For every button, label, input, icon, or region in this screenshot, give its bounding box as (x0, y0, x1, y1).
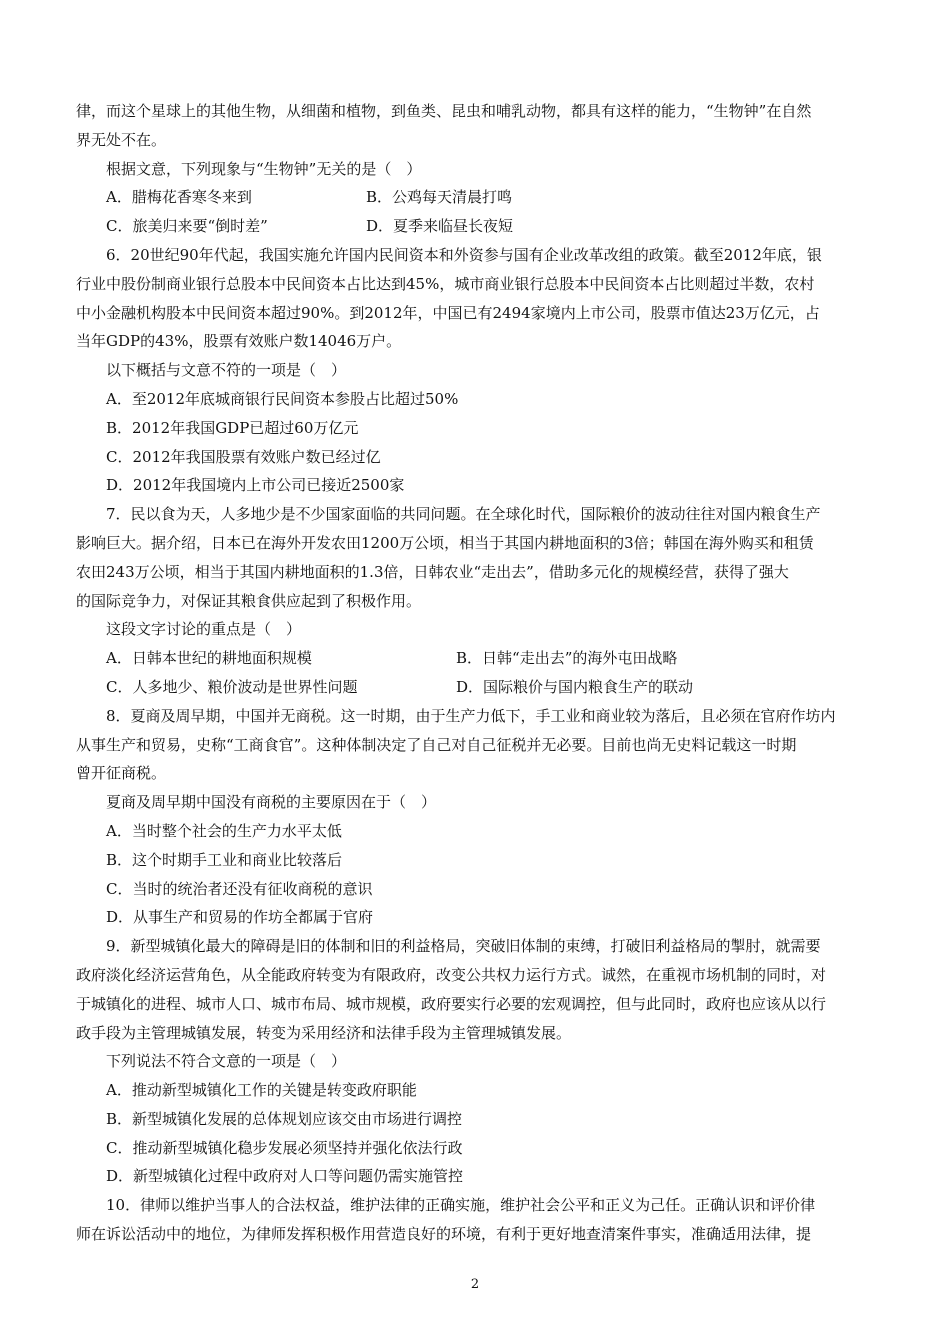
q7-option-a: A．日韩本世纪的耕地面积规模 (106, 649, 312, 668)
q8-option-d: D．从事生产和贸易的作坊全都属于官府 (106, 908, 374, 927)
q9-option-b: B．新型城镇化发展的总体规划应该交由市场进行调控 (106, 1109, 463, 1128)
q8-line: 8．夏商及周早期，中国并无商税。这一时期，由于生产力低下，手工业和商业较为落后，且必须在官府作坊内 (106, 706, 836, 725)
q9-line: 9．新型城镇化最大的障碍是旧的体制和旧的利益格局，突破旧体制的束缚，打破旧利益格局的掣肘，就需要 (106, 937, 821, 956)
q6-line: 6．20世纪90年代起，我国实施允许国内民间资本和外资参与国有企业改革改组的政策。截至2012年底，银 (106, 245, 822, 264)
q7-question: 这段文字讨论的重点是（ ） (106, 620, 302, 639)
q5-question: 根据文意，下列现象与“生物钟”无关的是（ ） (106, 159, 422, 178)
q5-options-row-2 (76, 212, 878, 241)
q6-option-a: A．至2012年底城商银行民间资本参股占比超过50% (106, 389, 459, 408)
q8-line: 从事生产和贸易，史称“工商食官”。这种体制决定了自己对自己征税并无必要。目前也尚无史料记载这一时期 (76, 735, 797, 754)
q10-line: 10．律师以维护当事人的合法权益，维护法律的正确实施，维护社会公平和正义为己任。正确认识和评价律 (106, 1196, 816, 1215)
q8-option-c: C．当时的统治者还没有征收商税的意识 (106, 879, 373, 898)
q7-option-b: B．日韩“走出去”的海外屯田战略 (456, 649, 678, 668)
q8-option-b: B．这个时期手工业和商业比较落后 (106, 850, 343, 869)
q8-line: 曾开征商税。 (76, 764, 167, 783)
q6-line: 中小金融机构股本中民间资本超过90%。到2012年，中国已有2494家境内上市公司，股票市值达23万亿元，占 (76, 303, 820, 322)
q6-question: 以下概括与文意不符的一项是（ ） (106, 361, 347, 380)
q5-option-d: D．夏季来临昼长夜短 (366, 217, 514, 236)
q7-options-row-1 (76, 644, 878, 673)
q5-option-a: A．腊梅花香寒冬来到 (106, 188, 252, 207)
document-page (76, 97, 878, 1249)
q7-line: 的国际竞争力，对保证其粮食供应起到了积极作用。 (76, 591, 422, 610)
q9-option-c: C．推动新型城镇化稳步发展必须坚持并强化依法行政 (106, 1138, 463, 1157)
q7-line: 农田243万公顷，相当于其国内耕地面积的1.3倍，日韩农业“走出去”，借助多元化的规模经营，获得了强大 (76, 562, 789, 581)
intro-line: 律，而这个星球上的其他生物，从细菌和植物，到鱼类、昆虫和哺乳动物，都具有这样的能力，“生物钟”在自然 (76, 102, 812, 120)
q6-option-c: C．2012年我国股票有效账户数已经过亿 (106, 447, 381, 466)
q5-option-c: C．旅美归来要“倒时差” (106, 217, 268, 236)
q9-line: 政府淡化经济运营角色，从全能政府转变为有限政府，改变公共权力运行方式。诚然，在重视市场机制的同时，对 (76, 965, 827, 984)
q6-line: 行业中股份制商业银行总股本中民间资本占比达到45%，城市商业银行总股本中民间资本占比则超过半数，农村 (76, 274, 815, 293)
intro-line: 界无处不在。 (76, 130, 167, 149)
q6-option-d: D．2012年我国境内上市公司已接近2500家 (106, 476, 405, 495)
q6-line: 当年GDP的43%，股票有效账户数14046万户。 (76, 332, 402, 351)
q7-line: 7．民以食为天，人多地少是不少国家面临的共同问题。在全球化时代，国际粮价的波动往往对国内粮食生产 (106, 505, 821, 524)
page-number: 2 (470, 1277, 480, 1292)
q7-line: 影响巨大。据介绍，日本已在海外开发农田1200万公顷，相当于其国内耕地面积的3倍；韩国在海外购买和租赁 (76, 533, 814, 552)
q9-question: 下列说法不符合文意的一项是（ ） (106, 1052, 347, 1071)
q7-option-d: D．国际粮价与国内粮食生产的联动 (456, 677, 694, 696)
q10-line: 师在诉讼活动中的地位，为律师发挥积极作用营造良好的环境，有利于更好地查清案件事实，准确适用法律，提 (76, 1225, 812, 1244)
q9-line: 政手段为主管理城镇发展，转变为采用经济和法律手段为主管理城镇发展。 (76, 1023, 572, 1042)
q9-option-d: D．新型城镇化过程中政府对人口等问题仍需实施管控 (106, 1167, 464, 1186)
q5-option-b: B．公鸡每天清晨打鸣 (366, 188, 513, 207)
q7-option-c: C．人多地少、粮价波动是世界性问题 (106, 677, 358, 696)
q9-option-a: A．推动新型城镇化工作的关键是转变政府职能 (106, 1081, 417, 1100)
q5-options-row-1 (76, 183, 878, 212)
q9-line: 于城镇化的进程、城市人口、城市布局、城市规模，政府要实行必要的宏观调控，但与此同时，政府也应该从以行 (76, 994, 827, 1013)
q6-option-b: B．2012年我国GDP已超过60万亿元 (106, 418, 359, 437)
q8-question: 夏商及周早期中国没有商税的主要原因在于（ ） (106, 793, 437, 812)
q7-options-row-2 (76, 673, 878, 702)
q8-option-a: A．当时整个社会的生产力水平太低 (106, 821, 342, 840)
